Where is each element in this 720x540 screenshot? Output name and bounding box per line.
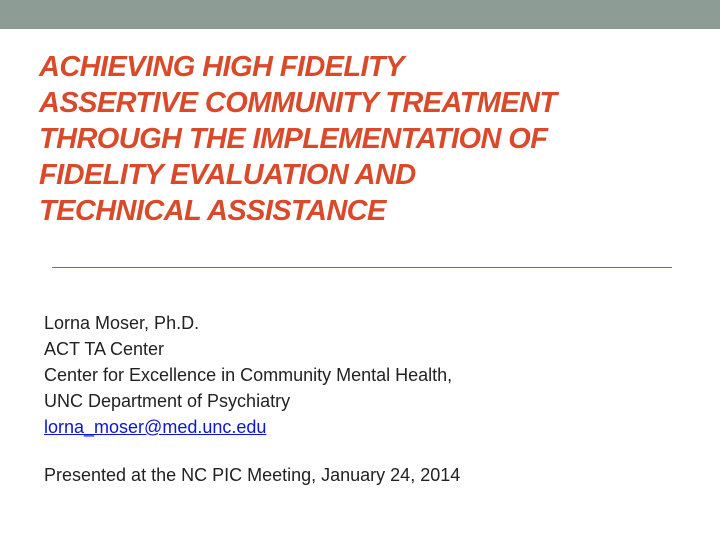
title-line-2: ASSERTIVE COMMUNITY TREATMENT	[39, 87, 557, 119]
title-line-4: FIDELITY EVALUATION AND	[39, 159, 416, 191]
organization-line-1: ACT TA Center	[44, 339, 165, 359]
slide-body	[44, 310, 684, 488]
organization-line-2: Center for Excellence in Community Mental Health,	[44, 365, 453, 385]
title-line-1: ACHIEVING HIGH FIDELITY	[39, 51, 404, 83]
email-link[interactable]: lorna_moser@med.unc.edu	[44, 417, 267, 437]
organization-line-3: UNC Department of Psychiatry	[44, 391, 291, 411]
presentation-note: Presented at the NC PIC Meeting, January 24, 2014	[44, 465, 461, 485]
title-divider	[52, 267, 672, 268]
title-line-5: TECHNICAL ASSISTANCE	[39, 195, 386, 227]
top-accent-bar	[0, 0, 720, 29]
body-spacer	[44, 440, 684, 462]
title-line-3: THROUGH THE IMPLEMENTATION OF	[39, 123, 548, 155]
author-name: Lorna Moser, Ph.D.	[44, 313, 200, 333]
slide-title	[39, 49, 679, 229]
